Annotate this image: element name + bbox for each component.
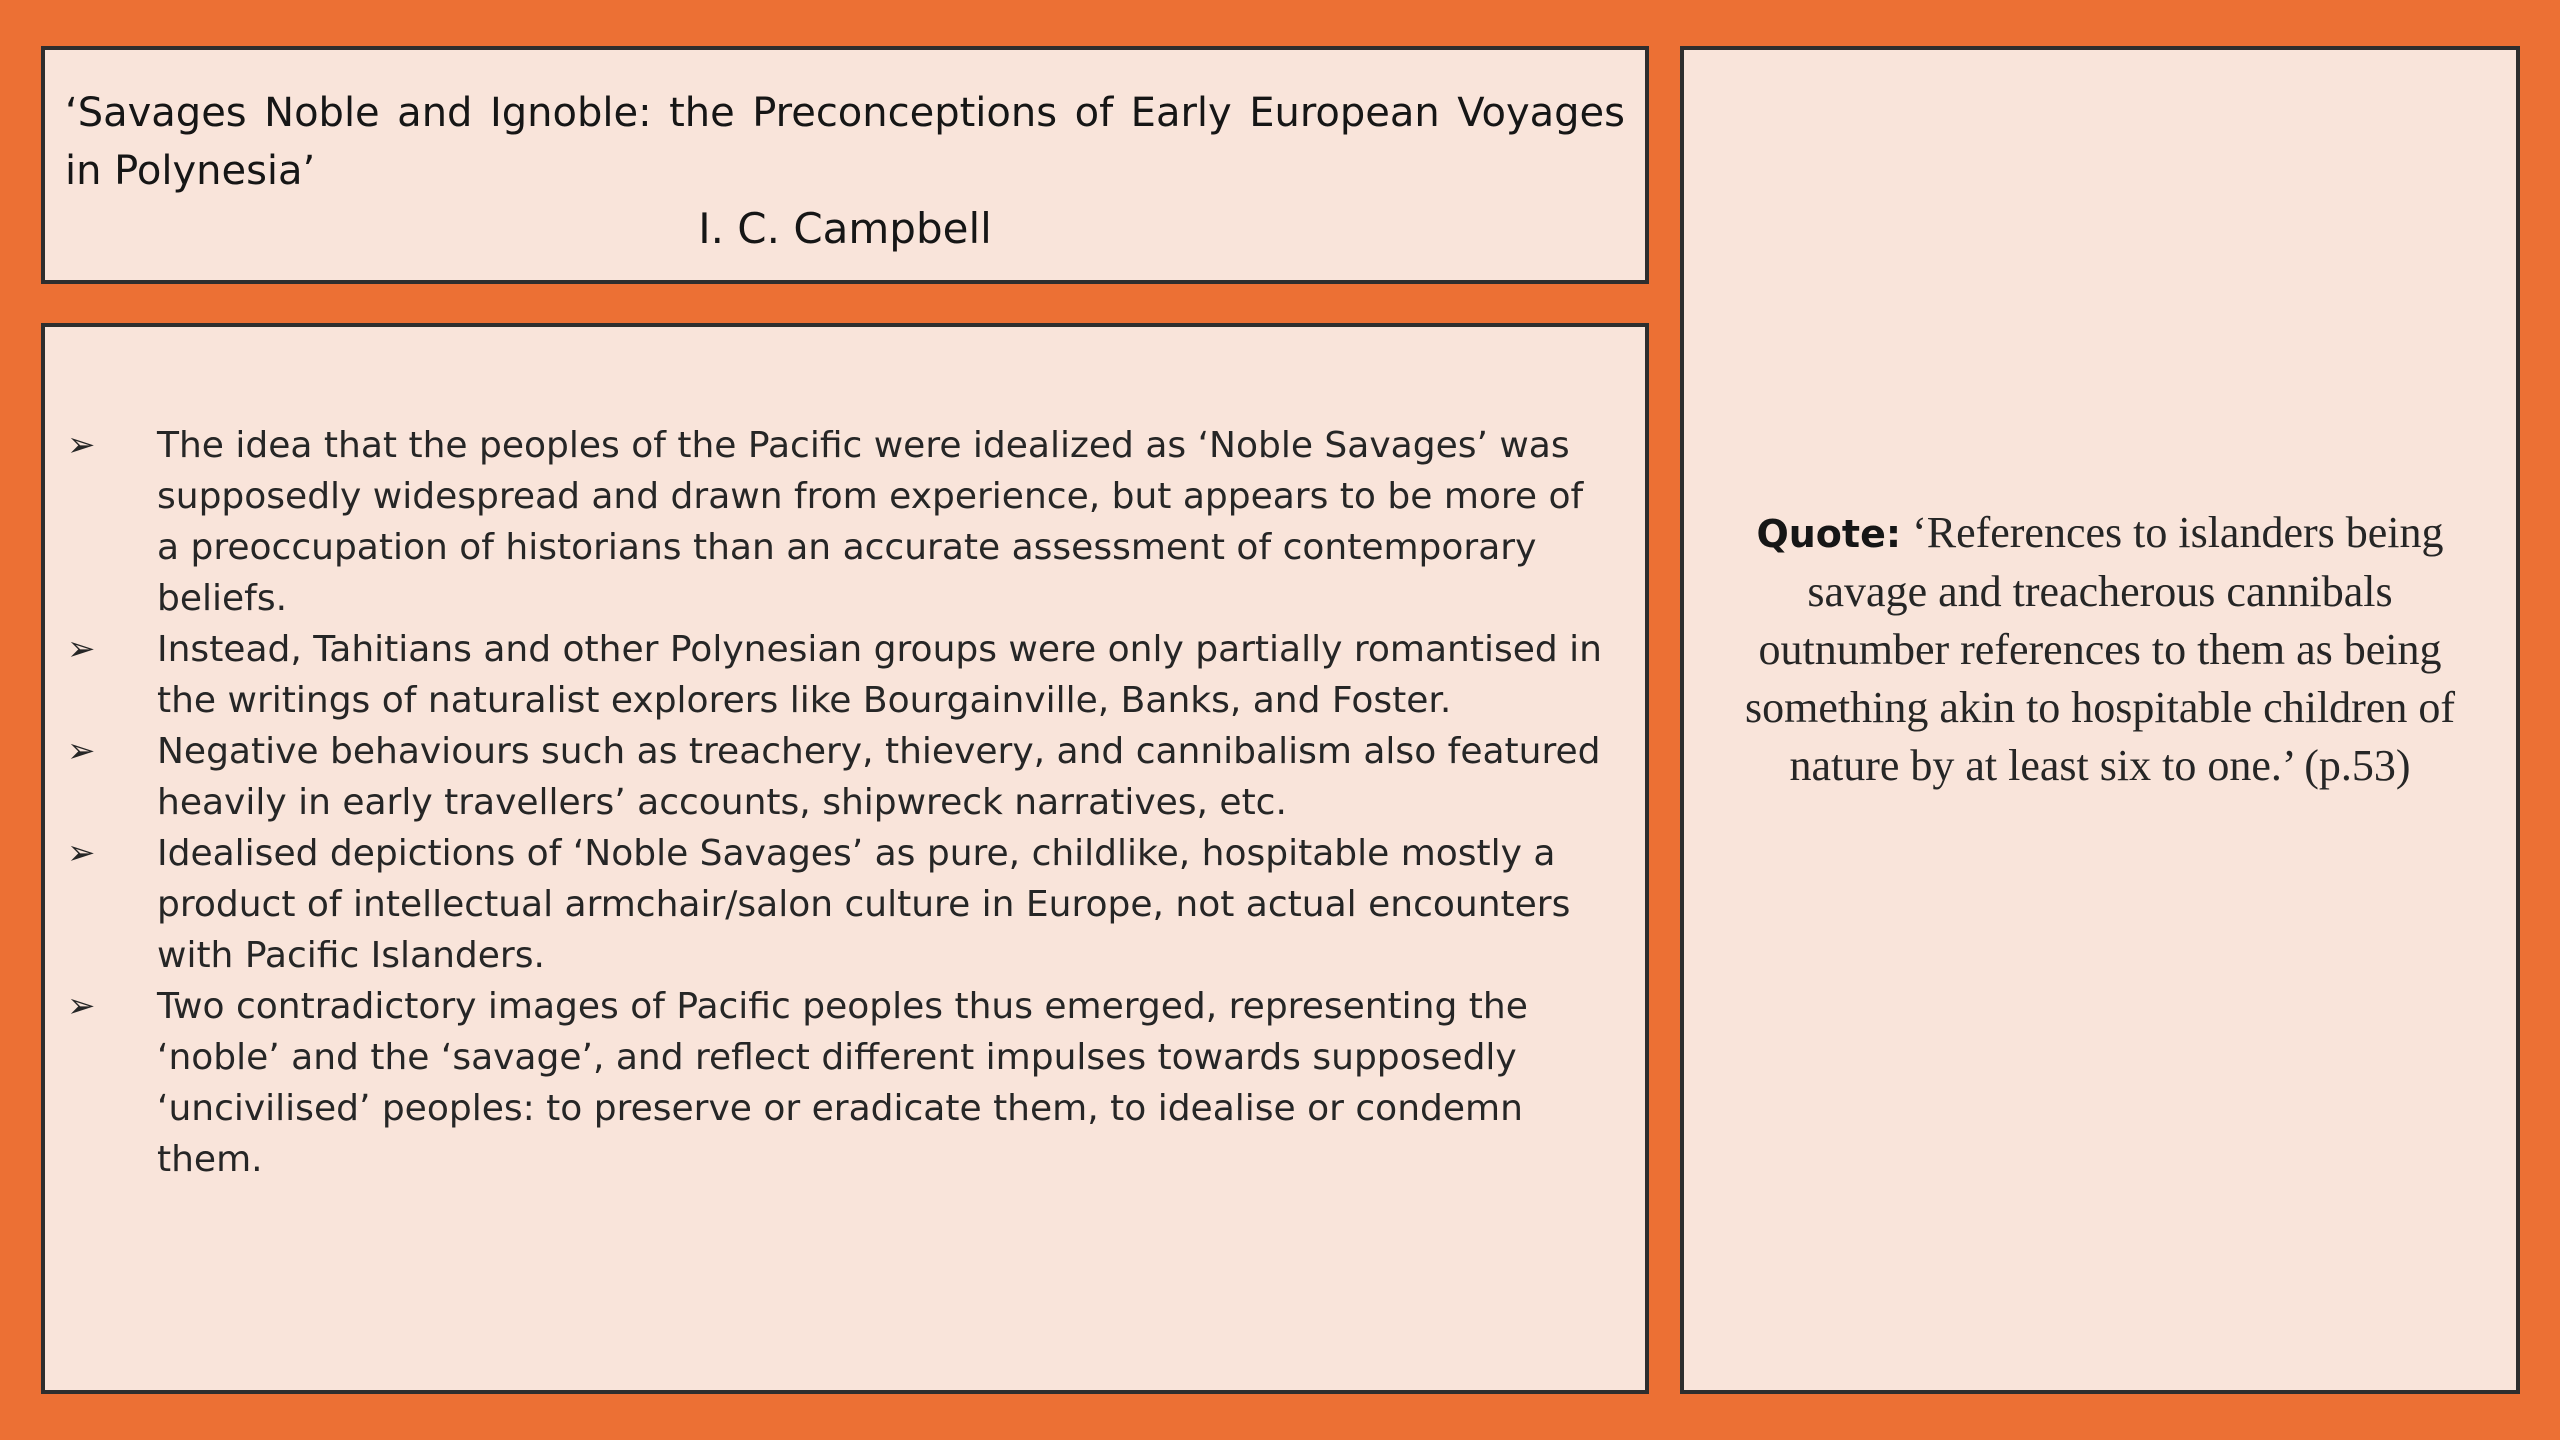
- arrow-bullet-icon: ➢: [67, 731, 96, 771]
- document-title: ‘Savages Noble and Ignoble: the Preconceptions of Early European Voyages in Polynesia’: [65, 90, 1625, 194]
- arrow-bullet-icon: ➢: [67, 629, 96, 669]
- arrow-bullet-icon: ➢: [67, 986, 96, 1026]
- bullet-item: [67, 981, 1605, 1185]
- bullet-item: [67, 624, 1605, 726]
- bullet-text: Two contradictory images of Pacific peoples thus emerged, representing the ‘noble’ and the ‘savage’, and reflect different impulses towards supposedly ‘uncivilised’ peoples: to preserve or eradicate them, to idealise or condemn them.: [157, 986, 1528, 1180]
- arrow-bullet-icon: ➢: [67, 833, 96, 873]
- quote-block: [1708, 504, 2492, 795]
- bullet-text: Negative behaviours such as treachery, thievery, and cannibalism also featured heavily in early travellers’ accounts, shipwreck narratives, etc.: [157, 731, 1601, 823]
- author-name: I. C. Campbell: [698, 204, 992, 253]
- quote-text: ‘References to islanders being savage and treacherous cannibals outnumber references to them as being something akin to hospitable children of nature by at least six to one.’ (p.53): [1745, 507, 2455, 790]
- bullet-item: [67, 420, 1605, 624]
- arrow-bullet-icon: ➢: [67, 425, 96, 465]
- bullet-text: Idealised depictions of ‘Noble Savages’ as pure, childlike, hospitable mostly a product of intellectual armchair/salon culture in Europe, not actual encounters with Pacific Islanders.: [157, 833, 1571, 976]
- quote-label: Quote:: [1756, 511, 1902, 556]
- title-panel: [41, 46, 1649, 284]
- quote-panel: [1680, 46, 2520, 1394]
- summary-panel: [41, 323, 1649, 1394]
- bullet-item: [67, 828, 1605, 981]
- bullet-text: Instead, Tahitians and other Polynesian groups were only partially romantised in the writings of naturalist explorers like Bourgainville, Banks, and Foster.: [157, 629, 1602, 721]
- summary-bullet-list: [67, 420, 1605, 1185]
- bullet-item: [67, 726, 1605, 828]
- bullet-text: The idea that the peoples of the Pacific were idealized as ‘Noble Savages’ was supposedly widespread and drawn from experience, but appears to be more of a preoccupation of historians than an accurate assessment of contemporary beliefs.: [157, 425, 1584, 619]
